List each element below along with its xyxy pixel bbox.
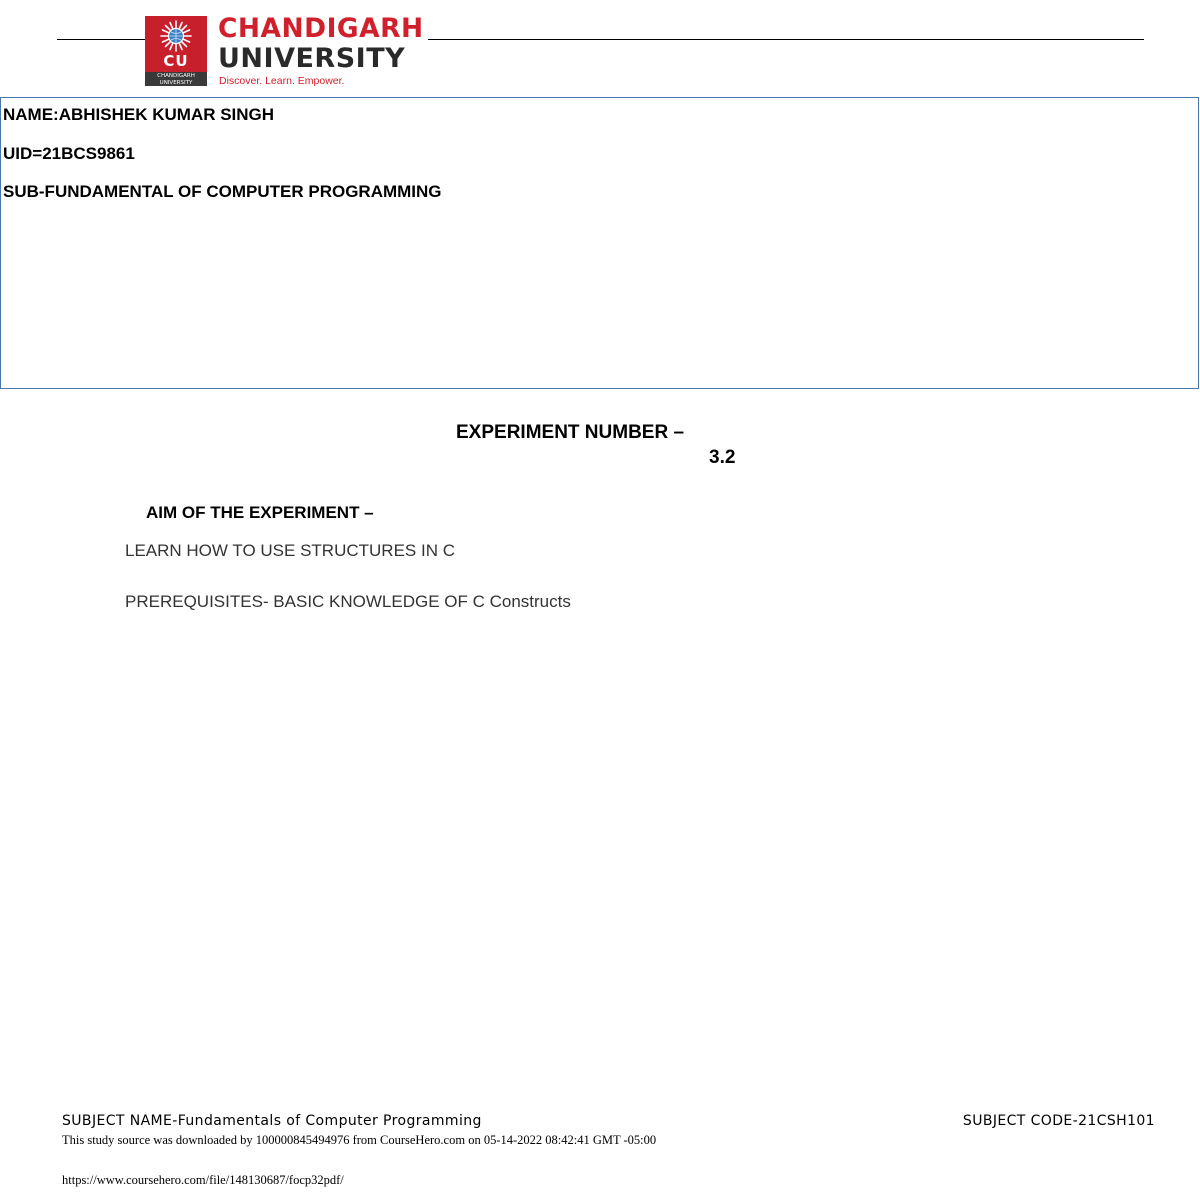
university-logo [145, 16, 207, 86]
footer-subject-code: SUBJECT CODE-21CSH101 [962, 1113, 1155, 1129]
brand-name-line2: UNIVERSITY [218, 43, 406, 74]
logo-strip-line1: CHANDIGARH [157, 73, 195, 79]
footer-subject-name: SUBJECT NAME-Fundamentals of Computer Programming [62, 1113, 482, 1129]
aim-text: LEARN HOW TO USE STRUCTURES IN C [125, 541, 455, 560]
aim-heading: AIM OF THE EXPERIMENT – [146, 503, 374, 522]
globe-star-emblem-icon [151, 19, 201, 53]
experiment-title: EXPERIMENT NUMBER – [456, 422, 685, 443]
brand-name-line1: CHANDIGARH [218, 13, 424, 44]
logo-strip-line2: UNIVERSITY [159, 79, 193, 86]
student-info-box [0, 97, 1199, 389]
footer-url: https://www.coursehero.com/file/148130687/focp32pdf/ [62, 1173, 344, 1187]
logo-cu-text: CU [163, 52, 189, 70]
student-subject: SUB-FUNDAMENTAL OF COMPUTER PROGRAMMING [3, 182, 442, 201]
student-name: NAME:ABHISHEK KUMAR SINGH [3, 105, 275, 124]
logo-strip [145, 72, 207, 86]
footer-source-note: This study source was downloaded by 100000845494976 from CourseHero.com on 05-14-2022 08:42:41 GMT -05:00 [62, 1133, 657, 1147]
header-rule-left [57, 39, 145, 40]
student-uid: UID=21BCS9861 [3, 144, 135, 163]
prerequisites-text: PREREQUISITES- BASIC KNOWLEDGE OF C Constructs [125, 592, 571, 611]
header-rule-right [428, 39, 1144, 40]
experiment-number: 3.2 [709, 447, 736, 468]
brand-tagline: Discover. Learn. Empower. [219, 75, 345, 87]
